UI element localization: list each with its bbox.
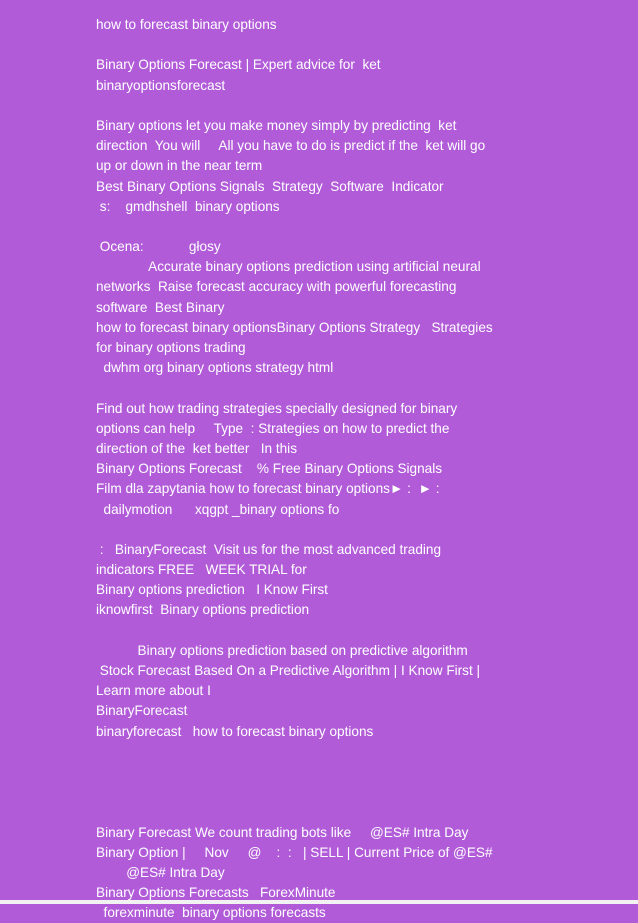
text-line: options can help Type : Strategies on how to predict the xyxy=(96,420,450,436)
text-line xyxy=(96,782,536,802)
text-line: Binary options prediction based on predictive algorithm xyxy=(96,642,468,658)
text-line: direction of the ket better In this xyxy=(96,440,297,456)
text-line xyxy=(96,217,536,237)
text-line: how to forecast binary options xyxy=(96,17,277,32)
text-line: networks Raise forecast accuracy with powerful forecasting xyxy=(96,279,457,295)
text-line xyxy=(96,802,536,822)
text-line: Best Binary Options Signals Strategy Software Indicator xyxy=(96,178,444,194)
text-line: dwhm org binary options strategy html xyxy=(96,360,334,376)
document-body xyxy=(96,15,536,923)
text-line: software Best Binary xyxy=(96,299,225,315)
text-line xyxy=(96,621,536,641)
text-line: Binary options prediction I Know First xyxy=(96,582,328,598)
text-line: @ES# Intra Day xyxy=(96,864,225,880)
text-line: dailymotion xqgpt _binary options fo xyxy=(96,501,340,517)
text-line: Accurate binary options prediction using artificial neural xyxy=(96,259,481,275)
text-line: Binary options let you make money simply by predicting ket xyxy=(96,117,457,133)
text-line: Binary Options Forecast | Expert advice for ket xyxy=(96,57,381,73)
text-line: direction You will All you have to do is predict if the ket will go xyxy=(96,138,486,154)
text-line: Binary Options Forecast % Free Binary Options Signals xyxy=(96,461,443,477)
text-line xyxy=(96,378,536,398)
text-line: Binary Option | Nov @ : : | SELL | Current Price of @ES# xyxy=(96,844,493,860)
text-line: BinaryForecast xyxy=(96,703,188,719)
text-line xyxy=(96,520,536,540)
text-line: Ocena: głosy xyxy=(96,239,221,255)
text-line: Binary Forecast We count trading bots like @ES# Intra Day xyxy=(96,824,469,840)
text-line: Find out how trading strategies specially designed for binary xyxy=(96,400,458,416)
text-line: Learn more about I xyxy=(96,683,211,699)
text-line: for binary options trading xyxy=(96,340,246,355)
text-line: how to forecast binary optionsBinary Options Strategy Strategies xyxy=(96,319,493,335)
text-line: indicators FREE WEEK TRIAL for xyxy=(96,562,307,578)
text-line: s: gmdhshell binary options xyxy=(96,198,280,214)
text-line: Stock Forecast Based On a Predictive Algorithm | I Know First | xyxy=(96,663,481,678)
text-line: binaryforecast how to forecast binary options xyxy=(96,723,374,739)
text-line xyxy=(96,35,536,55)
page-bottom-edge xyxy=(0,900,638,904)
text-line xyxy=(96,762,536,782)
text-line: Film dla zapytania how to forecast binary options► : ► : xyxy=(96,481,440,497)
text-line: forexminute binary options forecasts xyxy=(96,905,326,921)
text-line xyxy=(96,742,536,762)
text-line: binaryoptionsforecast xyxy=(96,77,226,93)
text-line: up or down in the near term xyxy=(96,158,263,174)
text-line: Binary Options Forecasts ForexMinute xyxy=(96,885,336,901)
text-line: iknowfirst Binary options prediction xyxy=(96,602,310,618)
text-line: : BinaryForecast Visit us for the most advanced trading xyxy=(96,541,442,557)
text-line xyxy=(96,96,536,116)
